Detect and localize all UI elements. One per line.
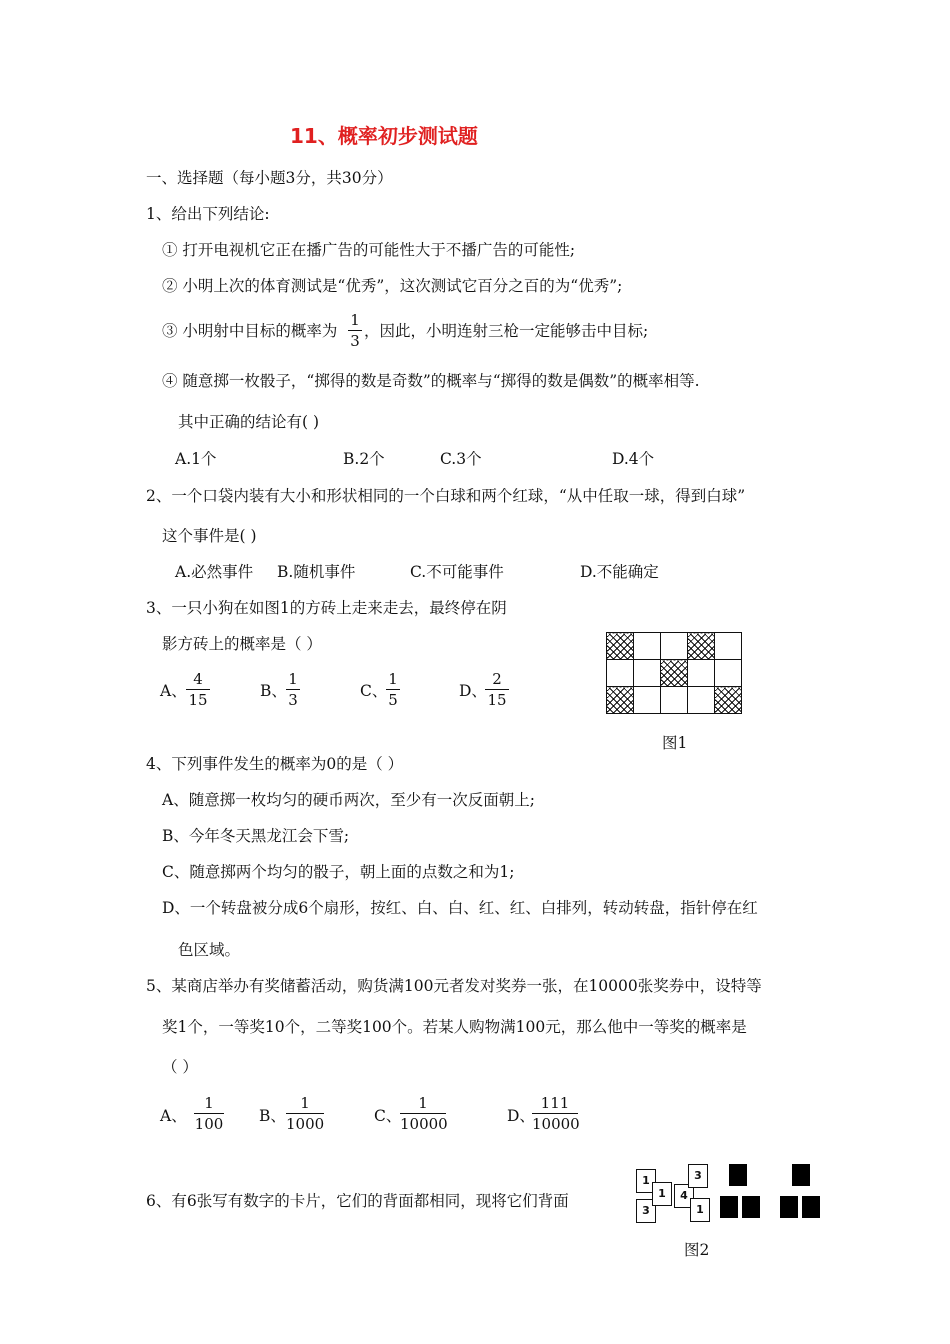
denominator: 1000 [286,1115,325,1133]
q3-fraction-c [386,670,400,709]
q4-stem: 4、下列事件发生的概率为0的是（ ） [146,755,404,773]
plain-tile [688,687,715,714]
q5-fraction-c [400,1094,446,1133]
fraction-bar [485,689,509,690]
tile-row [607,687,742,714]
fraction-bar [186,689,210,690]
denominator: 100 [194,1115,224,1133]
q2-option-a: A.必然事件 [175,563,254,581]
tile-grid-figure [606,632,742,714]
denominator: 10000 [532,1115,580,1133]
shaded-tile [715,687,742,714]
q4-option-c: C、随意掷两个均匀的骰子，朝上面的点数之和为1; [162,863,515,881]
plain-tile [661,687,688,714]
plain-tile [607,660,634,687]
plain-tile [715,633,742,660]
plain-tile [661,633,688,660]
q5-stem: 5、某商店举办有奖储蓄活动，购货满100元者发对奖券一张，在10000张奖券中，设特等 [146,977,762,995]
q1-option-a: A.1个 [175,450,217,468]
card-front: 1 [652,1182,672,1206]
q1-option-c: C.3个 [440,450,482,468]
plain-tile [634,660,661,687]
q5-label-d: D、 [507,1107,535,1125]
q1-statement-3a: ③ 小明射中目标的概率为 [162,322,338,340]
denominator: 15 [188,691,208,709]
fraction-bar [286,1113,324,1114]
q2-stem-2: 这个事件是( ) [162,527,257,545]
q5-paren: （ ） [162,1058,198,1076]
q1-stem: 1、给出下列结论: [146,205,270,223]
figure-1-caption: 图1 [662,734,688,752]
q1-statement-2: ② 小明上次的体育测试是“优秀”，这次测试它百分之百的为“优秀”; [162,277,623,295]
numerator: 4 [193,670,203,688]
q5-label-a: A、 [160,1107,187,1125]
q5-fraction-d [532,1094,578,1133]
q5-label-b: B、 [259,1107,286,1125]
fraction-bar [400,1113,446,1114]
q1-option-b: B.2个 [343,450,385,468]
figure-2-caption: 图2 [684,1241,710,1259]
q3-label-c: C、 [360,682,388,700]
q3-label-d: D、 [459,682,487,700]
q6-stem: 6、有6张写有数字的卡片，它们的背面都相同，现将它们背面 [146,1192,569,1210]
section-heading: 一、选择题（每小题3分，共30分） [146,169,393,187]
q3-fraction-b [286,670,300,709]
q4-option-b: B、今年冬天黑龙江会下雪; [162,827,350,845]
q3-stem-2: 影方砖上的概率是（ ） [162,635,322,653]
q2-stem: 2、一个口袋内装有大小和形状相同的一个白球和两个红球，“从中任取一球，得到白球” [146,487,746,505]
numerator: 111 [540,1094,570,1112]
plain-tile [634,633,661,660]
numerator: 1 [288,670,298,688]
shaded-tile [661,660,688,687]
q4-option-d-cont: 色区域。 [178,941,241,959]
card-front: 1 [690,1198,710,1222]
fraction-bar [386,689,400,690]
q1-statement-4: ④ 随意掷一枚骰子，“掷得的数是奇数”的概率与“掷得的数是偶数”的概率相等. [162,372,700,390]
numerator: 2 [492,670,502,688]
q2-option-c: C.不可能事件 [410,563,504,581]
card-front: 4 [674,1184,694,1208]
fraction-bar [194,1113,224,1114]
q3-fraction-a [186,670,210,709]
numerator: 1 [300,1094,310,1112]
q5-fraction-b [286,1094,324,1133]
plain-tile [634,687,661,714]
card-front: 1 [636,1169,656,1193]
fraction-bar [286,689,300,690]
denominator: 10000 [400,1115,448,1133]
q1-fraction [348,311,362,350]
denominator: 15 [487,691,507,709]
card-back [729,1164,747,1186]
shaded-tile [607,633,634,660]
q3-label-b: B、 [260,682,287,700]
fraction-bar [532,1113,578,1114]
page-title: 11、概率初步测试题 [290,124,478,148]
q4-option-a: A、随意掷一枚均匀的硬币两次，至少有一次反面朝上; [162,791,535,809]
denominator: 3 [350,332,360,350]
q2-option-b: B.随机事件 [277,563,356,581]
q1-option-d: D.4个 [612,450,655,468]
numerator: 1 [204,1094,214,1112]
card-back [802,1196,820,1218]
q5-fraction-a [194,1094,224,1133]
card-back [792,1164,810,1186]
denominator: 3 [288,691,298,709]
numerator: 1 [388,670,398,688]
plain-tile [688,660,715,687]
q4-option-d: D、一个转盘被分成6个扇形，按红、白、白、红、红、白排列，转动转盘，指针停在红 [162,899,758,917]
numerator: 1 [418,1094,428,1112]
card-back [720,1196,738,1218]
card-front: 3 [688,1164,708,1188]
fraction-bar [348,330,362,331]
q3-label-a: A、 [160,682,187,700]
q3-fraction-d [485,670,509,709]
q2-option-d: D.不能确定 [580,563,659,581]
card-back [780,1196,798,1218]
q1-statement-3b: ，因此，小明连射三枪一定能够击中目标; [364,322,649,340]
q1-statement-1: ① 打开电视机它正在播广告的可能性大于不播广告的可能性; [162,241,576,259]
q3-stem: 3、一只小狗在如图1的方砖上走来走去，最终停在阴 [146,599,507,617]
denominator: 5 [388,691,398,709]
card-front: 3 [636,1199,656,1223]
numerator: 1 [350,311,360,329]
shaded-tile [607,687,634,714]
card-back [742,1196,760,1218]
tile-row [607,633,742,660]
q5-label-c: C、 [374,1107,402,1125]
q1-ask: 其中正确的结论有( ) [178,413,320,431]
plain-tile [715,660,742,687]
shaded-tile [688,633,715,660]
tile-row [607,660,742,687]
q5-stem-2: 奖1个，一等奖10个，二等奖100个。若某人购物满100元，那么他中一等奖的概率是 [162,1018,747,1036]
